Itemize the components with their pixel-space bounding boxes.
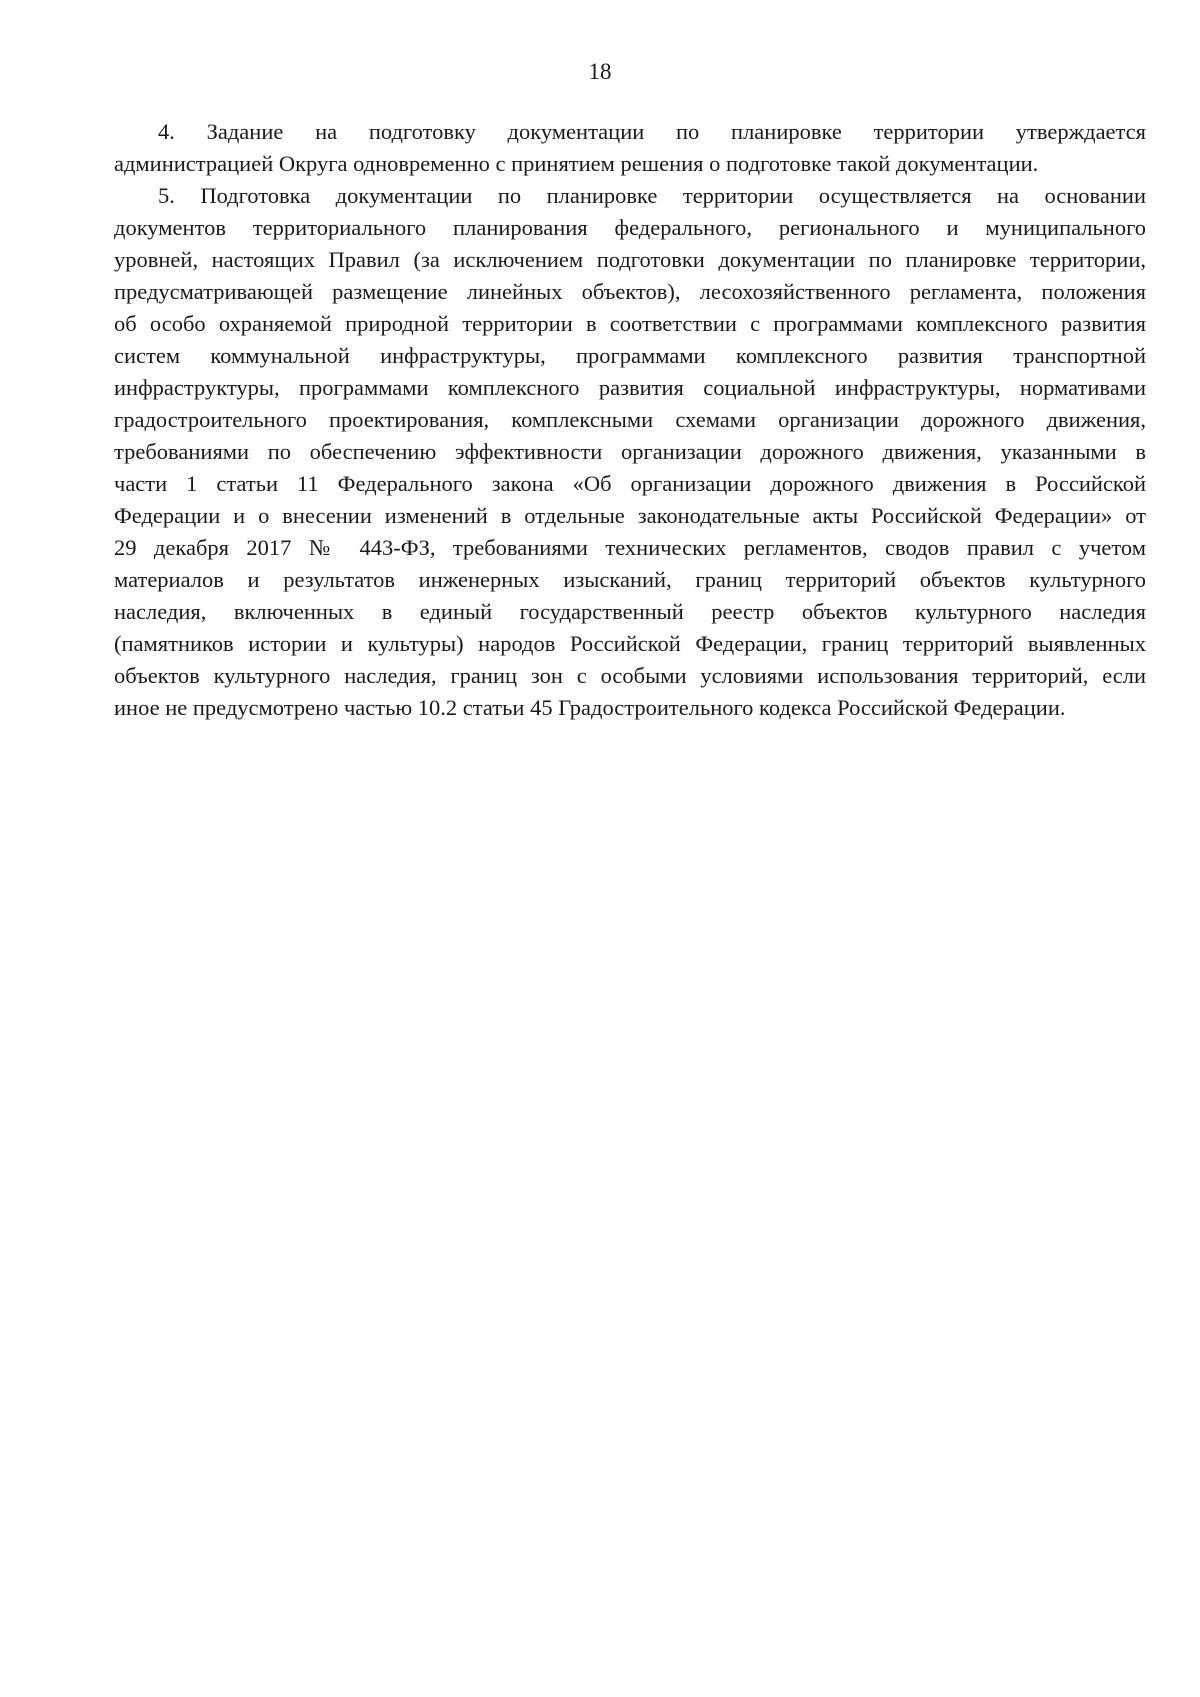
paragraph-line: Федерации и о внесении изменений в отдельные законодательные акты Российской Федерации» от [114, 503, 1146, 528]
paragraph-5 [114, 180, 1146, 724]
paragraph-line: 29 декабря 2017 № 443-ФЗ, требованиями технических регламентов, сводов правил с учетом [114, 535, 1146, 560]
paragraph-line: администрацией Округа одновременно с принятием решения о подготовке такой документации. [114, 151, 1039, 176]
paragraph-line: предусматривающей размещение линейных объектов), лесохозяйственного регламента, положения [114, 279, 1146, 304]
paragraph-line: наследия, включенных в единый государственный реестр объектов культурного наследия [114, 599, 1146, 624]
paragraph-line: части 1 статьи 11 Федерального закона «Об организации дорожного движения в Российской [114, 471, 1146, 496]
paragraph-line: иное не предусмотрено частью 10.2 статьи 45 Градостроительного кодекса Российской Федерации. [114, 695, 1066, 720]
page-number: 18 [588, 59, 612, 84]
paragraph-line: объектов культурного наследия, границ зон с особыми условиями использования территорий, если [114, 663, 1146, 688]
paragraph-line: требованиями по обеспечению эффективности организации дорожного движения, указанными в [114, 439, 1146, 464]
paragraph-line: об особо охраняемой природной территории в соответствии с программами комплексного развития [114, 311, 1146, 336]
paragraph-line: материалов и результатов инженерных изысканий, границ территорий объектов культурного [114, 567, 1146, 592]
paragraph-line: 4. Задание на подготовку документации по планировке территории утверждается [158, 119, 1146, 144]
paragraph-line: (памятников истории и культуры) народов Российской Федерации, границ территорий выявленных [114, 631, 1146, 656]
paragraph-line: градостроительного проектирования, комплексными схемами организации дорожного движения, [114, 407, 1146, 432]
document-body [114, 116, 1146, 724]
paragraph-line: 5. Подготовка документации по планировке территории осуществляется на основании [158, 183, 1146, 208]
paragraph-4 [114, 116, 1146, 180]
paragraph-line: инфраструктуры, программами комплексного развития социальной инфраструктуры, нормативами [114, 375, 1146, 400]
paragraph-line: уровней, настоящих Правил (за исключением подготовки документации по планировке территории, [114, 247, 1146, 272]
paragraph-line: документов территориального планирования федерального, регионального и муниципального [114, 215, 1146, 240]
paragraph-line: систем коммунальной инфраструктуры, программами комплексного развития транспортной [114, 343, 1146, 368]
